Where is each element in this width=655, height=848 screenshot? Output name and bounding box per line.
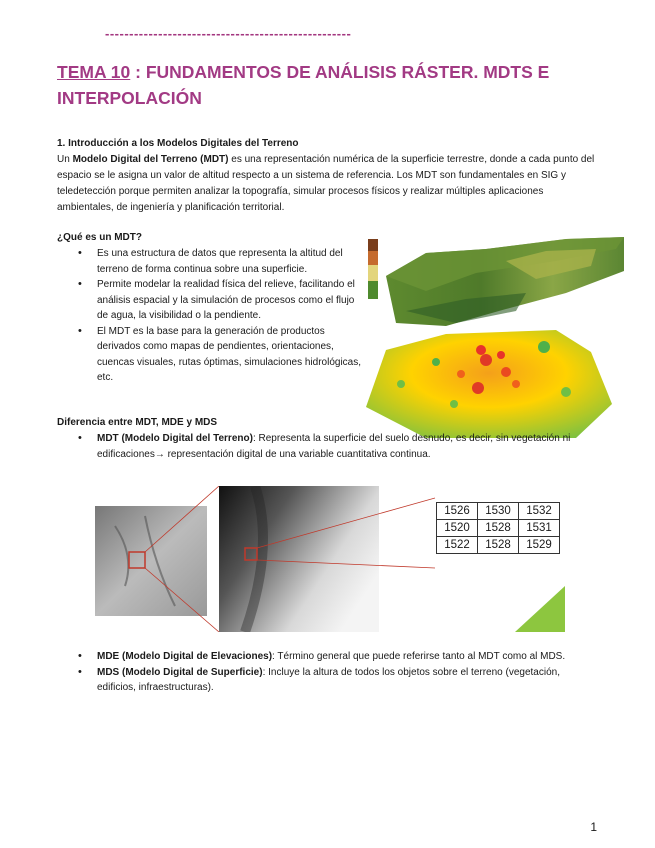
title-rest: : FUNDAMENTOS DE ANÁLISIS RÁSTER. MDTS E INTERPOLACIÓN [57,62,550,108]
list-item: • Permite modelar la realidad física del relieve, facilitando el análisis espacial y la simulación de procesos como el flujo de agua, la visibilidad o la pendiente. [57,277,367,324]
grid-cell: 1530 [478,503,519,520]
header-dashes: --------------------------------------------------- [105,26,352,41]
terrain-3d-image [366,231,624,331]
table-row [437,503,560,520]
grid-cell: 1531 [519,520,560,537]
page-number: 1 [590,820,597,834]
diferencia-list-2 [57,649,597,696]
intro-text-2: es una representación numérica de la superficie terrestre, donde a cada punto del espacio se le asigna un valor de altitud respecto a un sistema de referencia. Los MDT son fundamentales en SIG y teledetección porque permiten analizar la topografía, simular procesos físicos y realizar múltiples aplicaciones ambientales, de ingeniería y planificación territorial. [57,154,595,213]
list-item: • El MDT es la base para la generación de productos derivados como mapas de pendientes, orientaciones, cuencas visuales, rutas óptimas, simulaciones hidrológicas, etc. [57,324,367,386]
grid-cell: 1532 [519,503,560,520]
list-item [57,649,597,665]
grid-cell: 1526 [437,503,478,520]
diferencia-heading: Diferencia entre MDT, MDE y MDS [57,417,218,428]
mds-text: : Incluye la altura de todos los objetos sobre el terreno (vegetación, edificios, infraestructuras). [97,666,560,693]
mde-text: : Término general que puede referirse tanto al MDT como al MDS. [272,651,566,662]
mde-label: MDE (Modelo Digital de Elevaciones) [97,651,273,662]
mdt-label: MDT (Modelo Digital del Terreno) [97,433,253,444]
list-item [57,431,597,462]
elevation-grid [436,502,560,554]
intro-heading: 1. Introducción a los Modelos Digitales del Terreno [57,138,299,149]
page-title [57,59,577,111]
grid-cell: 1528 [478,537,519,554]
grid-cell: 1522 [437,537,478,554]
list-item: • Es una estructura de datos que representa la altitud del terreno de forma continua sobre una superficie. [57,246,367,277]
mds-label: MDS (Modelo Digital de Superficie) [97,666,263,678]
diferencia-list-1 [57,431,597,462]
interpolation-surface-image [366,322,624,438]
intro-text-bold: Modelo Digital del Terreno (MDT) [72,154,229,165]
grid-cell: 1529 [519,537,560,554]
intro-text-1: Un [57,154,73,165]
intro-paragraph [57,152,597,216]
grid-cell: 1528 [478,520,519,537]
mdt-text: : Representa la superficie del suelo desnudo, es decir, sin vegetación ni edificaciones→ representación digital de una variable cuantitativa continua. [97,433,571,460]
intro-section [57,136,597,216]
title-prefix: TEMA 10 [57,62,131,82]
table-row [437,537,560,554]
grid-cell: 1520 [437,520,478,537]
que-es-heading: ¿Qué es un MDT? [57,232,142,243]
table-row [437,520,560,537]
que-es-list [57,246,367,386]
list-item [57,665,597,696]
